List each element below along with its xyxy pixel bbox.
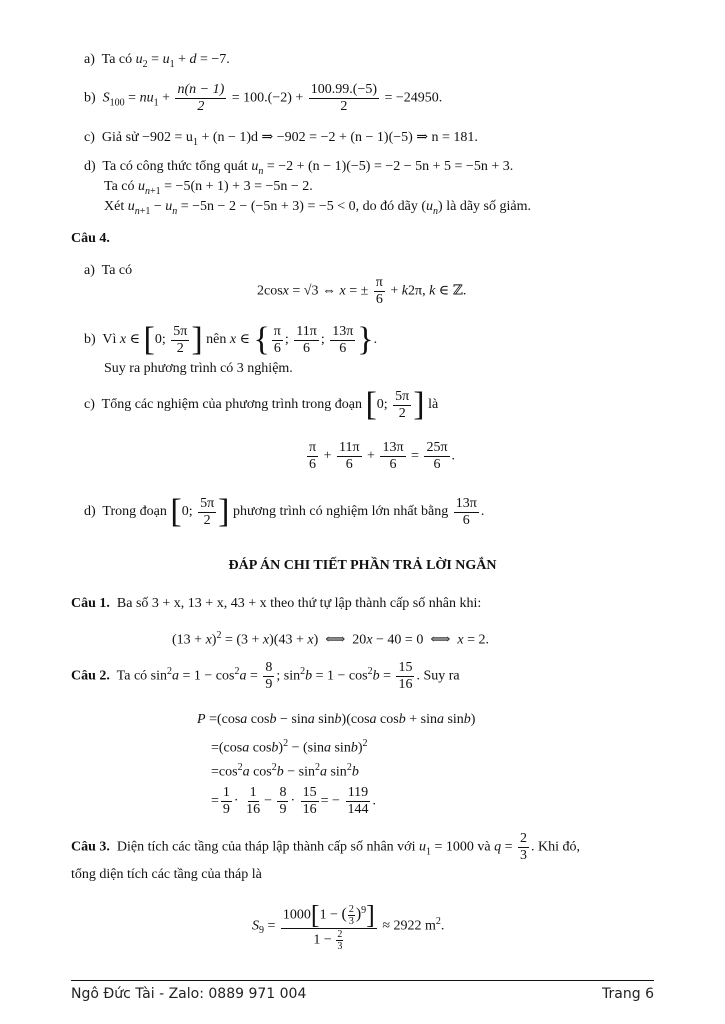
short2-eq4: = $\frac{1}{9}$ · $\frac{1}{16}$ − $\frac{8}{9}$ · $\frac{15}{16}$ = − $\frac{119}{144}$ . — [211, 785, 376, 817]
q3d-line2: Ta có $u_{n+1} = -5(n + 1) + 3 = -5n - 2$. — [104, 179, 313, 197]
short2-eq1: P =(cosa cosb − sina sinb)(cosa cosb + sina sinb) — [197, 712, 476, 727]
q3a-line: a) Ta có $u_2 = u_1 + d = -7$. — [84, 52, 230, 70]
q4a-equation: 2cosx = √3 ⇔ x = ± $\frac{\pi}{6}$ + k2π, k ∈ ℤ. — [257, 275, 467, 307]
short3-line2: tổng diện tích các tầng của tháp là — [71, 867, 262, 882]
short2-eq3: $=\cos^2a$ $\cos^2b - \sin^2a$ $\sin^2b$ — [211, 762, 359, 780]
q3b-line: b) $S_{100} = nu_1$ + $\frac{n(n - 1)}{2}$ = 100.(−2) + $\frac{100.99.(-5)}{2}$ = −24950. — [84, 82, 443, 114]
q4b-line: b) Vì x ∈ [0; $\frac{5\pi}{2}$ ] nên x ∈ { $\frac{\pi}{6}$ ; $\frac{11\pi}{6}$ ; $\frac{13\pi}{6}$ }. — [84, 321, 378, 358]
footer-rule — [71, 980, 654, 981]
q4c-equation: $\frac{\pi}{6}$ + $\frac{11\pi}{6}$ + $\frac{13\pi}{6}$ = $\frac{25\pi}{6}$ . — [309, 440, 456, 472]
footer-page-number: Trang 6 — [602, 986, 654, 1002]
q4c-line: c) Tổng các nghiệm của phương trình trong đoạn [0; $\frac{5\pi}{2}$ ] là — [84, 386, 439, 423]
short2-eq2: =(cosa cosb)$^2$ − (sina sinb)$^2$ — [211, 738, 368, 756]
q4a-line: a) Ta có — [84, 263, 133, 278]
q4b-conclusion: Suy ra phương trình có 3 nghiệm. — [104, 361, 293, 376]
q4d-line: d) Trong đoạn [0; $\frac{5\pi}{2}$ ] phương trình có nghiệm lớn nhất bằng $\frac{13\pi}{6}$ . — [84, 493, 485, 530]
q4-heading: Câu 4. — [71, 231, 110, 246]
q3c-line: c) Giả sử $-902 = u_1 + (n - 1)d$ ⇒ −902 = −2 + (n − 1)(−5) ⇒ n = 181. — [84, 130, 478, 148]
short1-line: Câu 1. Ba số 3 + x, 13 + x, 43 + x theo thứ tự lập thành cấp số nhân khi: — [71, 596, 482, 611]
q3d-line1: d) Ta có công thức tổng quát $u_n = -2 + (n - 1)(-5) = -2 - 5n + 5 = -5n + 3$. — [84, 159, 514, 177]
q3d-line3: Xét $u_{n+1} - u_n = -5n - 2 - (-5n + 3) = -5 < 0$, do đó dãy $(u_n)$ là dãy số giảm. — [104, 199, 531, 217]
footer-author: Ngô Đức Tài - Zalo: 0889 971 004 — [71, 986, 307, 1002]
short3-equation: $S_9$ = 1000[1 − ( $\frac{2}{3}$ )$^9$] 1 − $\frac{2}{3}$ ≈ 2922 $m^2$. — [252, 900, 445, 953]
short1-equation: $(13 + x)^2 = (3 + x)(43 + x)$ ⟺ 20x − 40 = 0 ⟺ x = 2. — [172, 630, 490, 648]
short3-line1: Câu 3. Diện tích các tầng của tháp lập thành cấp số nhân với $u_1 = 1000$ và q = $\frac{2}{3}$ . Khi đó, — [71, 831, 581, 863]
short2-line: Câu 2. Ta có $\sin^2a = 1 - \cos^2a$ = $\frac{8}{9}$ ; $\sin^2b = 1 - \cos^2b$ = $\frac{15}{16}$ . Suy ra — [71, 660, 460, 692]
section-title: ĐÁP ÁN CHI TIẾT PHẦN TRẢ LỜI NGẮN — [228, 558, 497, 573]
